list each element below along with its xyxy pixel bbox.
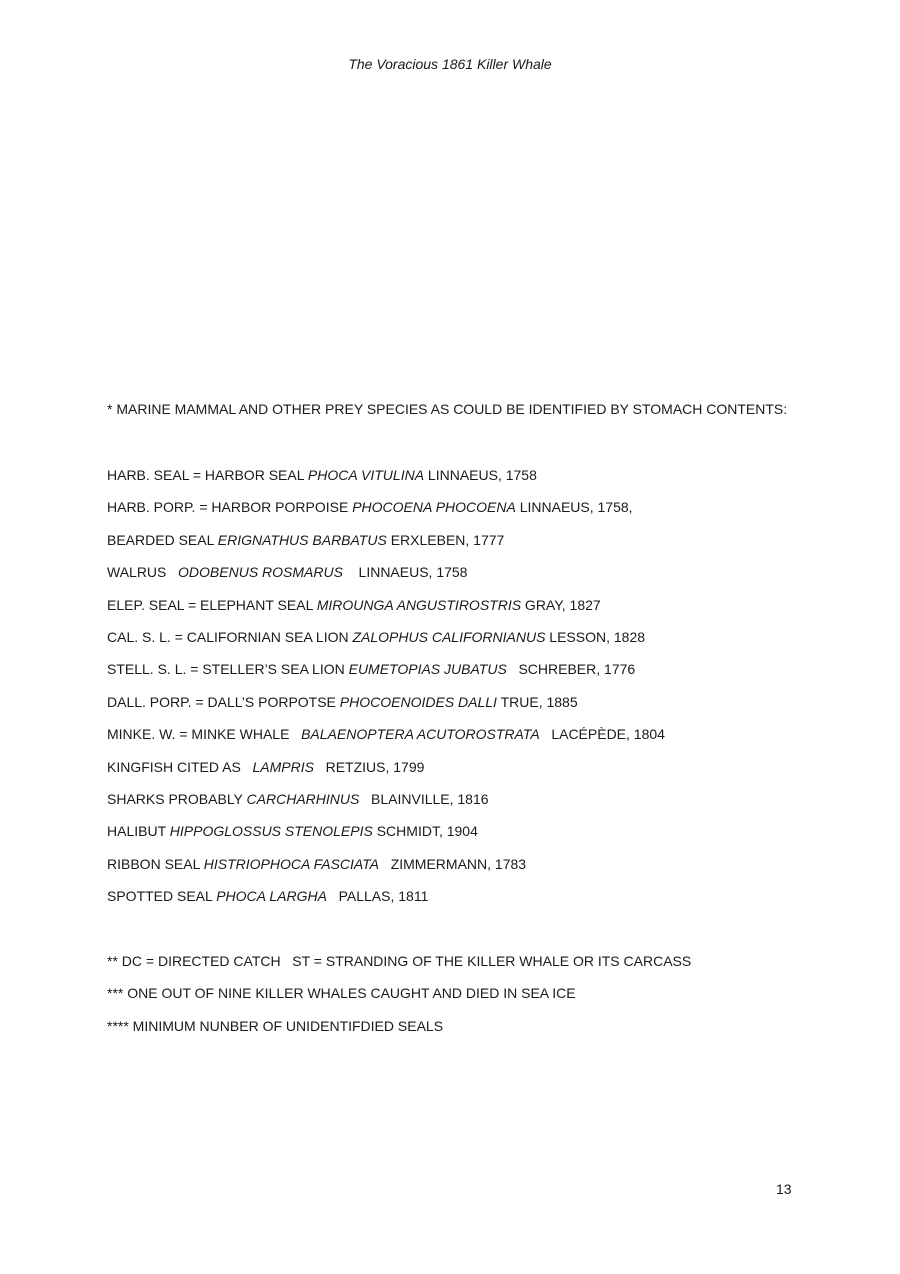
scientific-name: LAMPRIS xyxy=(252,758,314,775)
scientific-name: PHOCA LARGHA xyxy=(216,888,327,905)
common-name: STELL. S. L. = STELLER’S SEA LION xyxy=(107,661,349,678)
common-name: RIBBON SEAL xyxy=(107,855,204,872)
species-entry xyxy=(107,725,665,757)
authority: BLAINVILLE, 1816 xyxy=(359,790,489,807)
species-entry xyxy=(107,855,665,887)
scientific-name: HISTRIOPHOCA FASCIATA xyxy=(203,855,380,872)
authority: ERXLEBEN, 1777 xyxy=(386,531,505,548)
species-entry xyxy=(107,498,665,530)
scientific-name: CARCHARHINUS xyxy=(246,790,360,807)
scientific-name: PHOCOENOIDES DALLI xyxy=(339,693,497,710)
species-entry xyxy=(107,596,665,628)
footnote: *** ONE OUT OF NINE KILLER WHALES CAUGHT AND DIED IN SEA ICE xyxy=(107,985,576,1002)
species-entry xyxy=(107,628,665,660)
scientific-name: PHOCOENA PHOCOENA xyxy=(352,499,516,516)
scientific-name: MIROUNGA ANGUSTIROSTRIS xyxy=(316,596,522,613)
authority: ZIMMERMANN, 1783 xyxy=(379,855,527,872)
common-name: KINGFISH CITED AS xyxy=(107,758,253,775)
common-name: HARB. PORP. = HARBOR PORPOISE xyxy=(107,499,353,516)
species-entry xyxy=(107,822,665,854)
species-entry xyxy=(107,660,665,692)
common-name: HALIBUT xyxy=(107,823,170,840)
common-name: SPOTTED SEAL xyxy=(107,888,217,905)
scientific-name: EUMETOPIAS JUBATUS xyxy=(348,661,507,678)
species-entry xyxy=(107,758,665,790)
page-number: 13 xyxy=(776,1181,792,1197)
scientific-name: ERIGNATHUS BARBATUS xyxy=(217,531,387,548)
authority: SCHMIDT, 1904 xyxy=(372,823,478,840)
authority: TRUE, 1885 xyxy=(496,693,578,710)
authority: SCHREBER, 1776 xyxy=(506,661,636,678)
species-entry xyxy=(107,887,665,919)
scientific-name: ZALOPHUS CALIFORNIANUS xyxy=(352,628,546,645)
species-entry xyxy=(107,790,665,822)
scientific-name: PHOCA VITULINA xyxy=(307,467,425,483)
authority: LINNAEUS, 1758, xyxy=(515,499,633,516)
authority: GRAY, 1827 xyxy=(521,596,601,613)
species-entry xyxy=(107,466,665,498)
common-name: SHARKS PROBABLY xyxy=(107,790,247,807)
common-name: DALL. PORP. = DALL’S PORPOTSE xyxy=(107,693,340,710)
common-name: BEARDED SEAL xyxy=(107,531,218,548)
scientific-name: HIPPOGLOSSUS STENOLEPIS xyxy=(169,823,373,840)
prey-species-list xyxy=(107,466,665,919)
footnote-intro: * MARINE MAMMAL AND OTHER PREY SPECIES AS COULD BE IDENTIFIED BY STOMACH CONTENTS: xyxy=(107,401,788,417)
authority: LESSON, 1828 xyxy=(545,628,646,645)
common-name: HARB. SEAL = HARBOR SEAL xyxy=(107,467,308,483)
authority: RETZIUS, 1799 xyxy=(313,758,425,775)
footnotes-list xyxy=(107,952,691,1049)
species-entry xyxy=(107,693,665,725)
authority: PALLAS, 1811 xyxy=(326,888,429,905)
species-entry xyxy=(107,531,665,563)
footnote: ** DC = DIRECTED CATCH ST = STRANDING OF THE KILLER WHALE OR ITS CARCASS xyxy=(107,953,692,969)
authority: LINNAEUS, 1758 xyxy=(424,467,537,483)
common-name: ELEP. SEAL = ELEPHANT SEAL xyxy=(107,596,317,613)
footnote: **** MINIMUM NUNBER OF UNIDENTIFDIED SEALS xyxy=(107,1017,444,1034)
scientific-name: BALAENOPTERA ACUTOROSTRATA xyxy=(301,726,540,743)
scientific-name: ODOBENUS ROSMARUS xyxy=(178,564,343,581)
common-name: CAL. S. L. = CALIFORNIAN SEA LION xyxy=(107,628,353,645)
species-entry xyxy=(107,563,665,595)
common-name: WALRUS xyxy=(107,564,179,581)
authority: LINNAEUS, 1758 xyxy=(342,564,468,581)
common-name: MINKE. W. = MINKE WHALE xyxy=(107,726,302,743)
running-header: The Voracious 1861 Killer Whale xyxy=(348,56,552,72)
authority: LACÉPÈDE, 1804 xyxy=(539,726,665,743)
